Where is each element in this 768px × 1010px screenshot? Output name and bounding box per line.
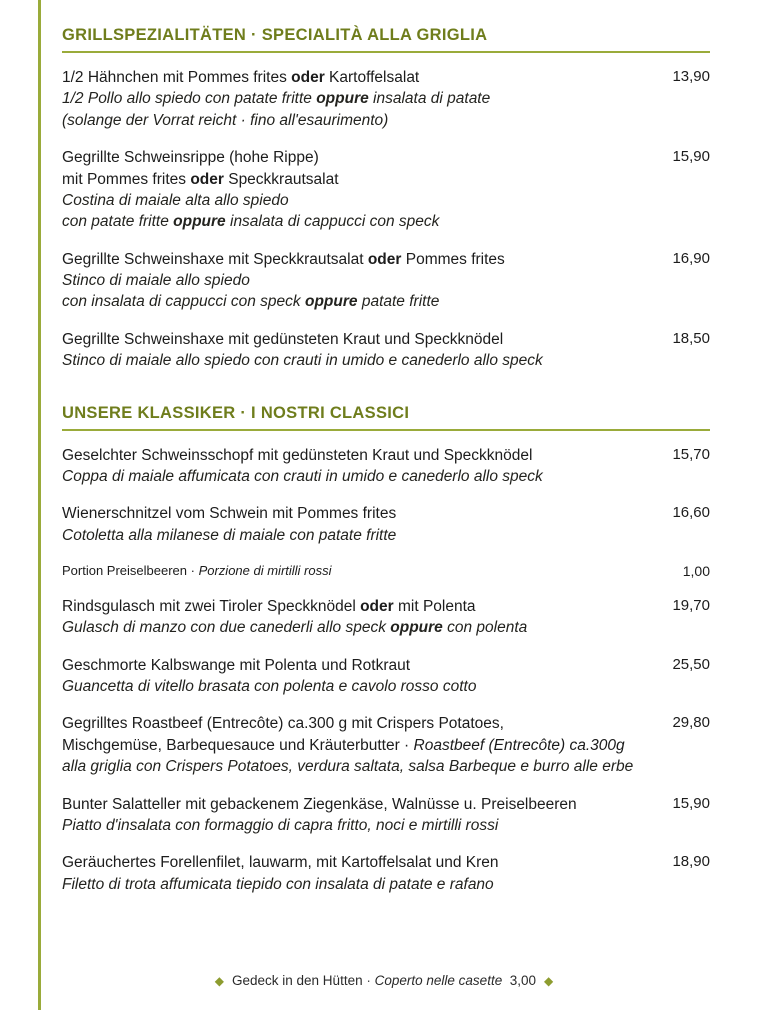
menu-item-line-german: Gegrillte Schweinshaxe mit Speckkrautsalat oder Pommes frites (62, 250, 505, 268)
menu-item (62, 794, 710, 837)
menu-item-text (62, 445, 648, 488)
menu-item-line-german: 1/2 Hähnchen mit Pommes frites oder Kartoffelsalat (62, 69, 420, 86)
menu-item (62, 562, 710, 580)
menu-item (62, 852, 710, 895)
menu-item-text (62, 596, 648, 639)
menu-item-text (62, 713, 648, 777)
left-accent-rule (38, 0, 41, 1010)
diamond-icon: ◆ (214, 974, 224, 988)
section-items (62, 67, 710, 372)
menu-item-line-italian: (solange der Vorrat reicht · fino all'esaurimento) (62, 111, 389, 129)
section-header: UNSERE KLASSIKER · I NOSTRI CLASSICI (62, 404, 710, 431)
menu-page (62, 0, 710, 1010)
menu-item (62, 67, 710, 131)
menu-item-price: 29,80 (672, 714, 710, 732)
menu-item-text (62, 794, 648, 837)
menu-item-price: 16,90 (672, 249, 710, 267)
footer-note (0, 973, 768, 988)
menu-item (62, 329, 710, 372)
menu-item-text (62, 249, 648, 313)
menu-item (62, 596, 710, 639)
menu-item-text (62, 852, 648, 895)
footer-price: 3,00 (509, 972, 536, 988)
menu-item (62, 249, 710, 313)
menu-item-price: 15,70 (672, 445, 710, 463)
menu-item-price: 15,90 (672, 794, 710, 812)
menu-item-line-italian: Gulasch di manzo con due canederli allo speck oppure con polenta (62, 619, 528, 637)
menu-item-price: 15,90 (672, 148, 710, 166)
menu-item-line-italian: alla griglia con Crispers Potatoes, verdura saltata, salsa Barbeque e burro alle erbe (62, 758, 634, 776)
menu-item-text (62, 67, 648, 131)
menu-item (62, 713, 710, 777)
menu-item (62, 503, 710, 546)
menu-item-price: 16,60 (672, 504, 710, 522)
menu-item-line-german: Wienerschnitzel vom Schwein mit Pommes frites (62, 505, 397, 523)
menu-item-line-italian: Filetto di trota affumicata tiepido con insalata di patate e rafano (62, 875, 494, 893)
section-unsere-klassiker (62, 404, 710, 896)
menu-item-line-german: Gegrillte Schweinshaxe mit gedünsteten Kraut und Speckknödel (62, 330, 504, 348)
menu-item-price: 18,90 (672, 853, 710, 871)
section-header: GRILLSPEZIALITÄTEN · SPECIALITÀ ALLA GRIGLIA (62, 26, 710, 53)
menu-item-text (62, 655, 648, 698)
menu-item-price: 19,70 (672, 596, 710, 614)
footer-italian: Coperto nelle casette (374, 972, 503, 988)
menu-item-line-german: Geselchter Schweinsschopf mit gedünsteten Kraut und Speckknödel (62, 446, 533, 464)
menu-item-line-german: Gegrilltes Roastbeef (Entrecôte) ca.300 g mit Crispers Potatoes, (62, 715, 504, 733)
menu-item-line-italian: con insalata di cappucci con speck oppure patate fritte (62, 293, 440, 311)
menu-item-price: 18,50 (672, 329, 710, 347)
menu-item-line-german: Mischgemüse, Barbequesauce und Kräuterbutter · Roastbeef (Entrecôte) ca.300g (62, 736, 625, 754)
footer-separator: · (366, 972, 371, 988)
menu-item-line-italian: Piatto d'insalata con formaggio di capra fritto, noci e mirtilli rossi (62, 816, 499, 834)
menu-item-line-italian: 1/2 Pollo allo spiedo con patate fritte oppure insalata di patate (62, 90, 491, 108)
diamond-icon: ◆ (544, 974, 554, 988)
menu-item-line-german: Portion Preiselbeeren · Porzione di mirtilli rossi (62, 563, 332, 578)
menu-item-line-italian: Costina di maiale alta allo spiedo (62, 191, 289, 209)
menu-item-text (62, 147, 648, 233)
menu-item-line-italian: Stinco di maiale allo spiedo con crauti in umido e canederlo allo speck (62, 352, 543, 370)
menu-item-line-italian: Cotoletta alla milanese di maiale con patate fritte (62, 526, 397, 544)
menu-item-line-german: Gegrillte Schweinsrippe (hohe Rippe) (62, 149, 319, 167)
menu-item-price: 25,50 (672, 655, 710, 673)
menu-item-line-italian: Stinco di maiale allo spiedo (62, 272, 250, 289)
menu-item (62, 445, 710, 488)
menu-item-line-german: Geräuchertes Forellenfilet, lauwarm, mit Kartoffelsalat und Kren (62, 854, 499, 872)
footer-german: Gedeck in den Hütten (232, 972, 363, 988)
section-items (62, 445, 710, 896)
menu-item-line-german: Geschmorte Kalbswange mit Polenta und Rotkraut (62, 656, 411, 674)
menu-item-line-german: Rindsgulasch mit zwei Tiroler Speckknödel oder mit Polenta (62, 597, 476, 615)
menu-item-line-italian: con patate fritte oppure insalata di cappucci con speck (62, 213, 440, 231)
menu-item-line-german: Bunter Salatteller mit gebackenem Ziegenkäse, Walnüsse u. Preiselbeeren (62, 795, 577, 813)
menu-item-price: 1,00 (682, 563, 710, 579)
section-grillspezialitaeten (62, 26, 710, 372)
menu-item-text (62, 503, 648, 546)
menu-item-text (62, 562, 648, 580)
menu-item-text (62, 329, 648, 372)
menu-item (62, 655, 710, 698)
menu-item (62, 147, 710, 233)
menu-item-price: 13,90 (672, 68, 710, 85)
menu-item-line-german: mit Pommes frites oder Speckkrautsalat (62, 170, 339, 188)
menu-item-line-italian: Guancetta di vitello brasata con polenta e cavolo rosso cotto (62, 678, 477, 696)
menu-item-line-italian: Coppa di maiale affumicata con crauti in umido e canederlo allo speck (62, 467, 543, 485)
